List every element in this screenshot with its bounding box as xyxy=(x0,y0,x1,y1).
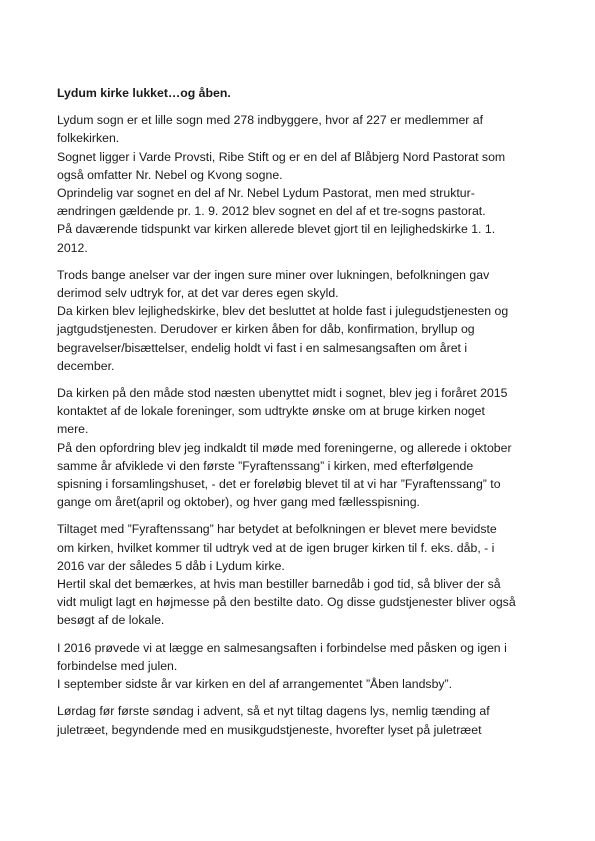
text-line: samme år afviklede vi den første ”Fyraftenssang” i kirken, med efterfølgende xyxy=(57,458,474,473)
text-line: juletræet, begyndende med en musikgudstjeneste, hvorefter lyset på juletræet xyxy=(57,722,482,737)
text-line: kontaktet af de lokale foreninger, som udtrykte ønske om at bruge kirken noget xyxy=(57,404,485,419)
paragraph-5 xyxy=(57,639,542,694)
text-line: ændringen gældende pr. 1. 9. 2012 blev sognet en del af et tre-sogns pastorat. xyxy=(57,204,486,219)
text-line: jagtgudstjenesten. Derudover er kirken åben for dåb, konfirmation, bryllup og xyxy=(57,322,475,337)
text-line: forbindelse med julen. xyxy=(57,658,178,673)
text-line: vidt muligt lagt en højmesse på den bestilte dato. Og disse gudstjenester bliver også xyxy=(57,595,516,610)
text-line: På daværende tidspunkt var kirken allerede blevet gjort til en lejlighedskirke 1. 1. xyxy=(57,222,496,237)
document-title: Lydum kirke lukket…og åben. xyxy=(57,86,231,100)
text-line: om kirken, hvilket kommer til udtryk ved at de igen bruger kirken til f. eks. dåb, - i xyxy=(57,540,495,555)
text-line: Da kirken blev lejlighedskirke, blev det besluttet at holde fast i julegudstjenesten og xyxy=(57,304,509,319)
text-line: derimod selv udtryk for, at det var deres egen skyld. xyxy=(57,286,339,301)
text-line: 2016 var der således 5 dåb i Lydum kirke. xyxy=(57,558,285,573)
paragraph-1 xyxy=(57,111,542,257)
text-line: Da kirken på den måde stod næsten ubenyttet midt i sognet, blev jeg i foråret 2015 xyxy=(57,386,508,401)
paragraph-3 xyxy=(57,384,542,511)
document-page xyxy=(57,84,542,748)
text-line: 2012. xyxy=(57,240,88,255)
text-line: begravelser/bisættelser, endelig holdt vi fast i en salmesangsaften om året i xyxy=(57,340,468,355)
paragraph-4 xyxy=(57,520,542,629)
text-line: besøgt af de lokale. xyxy=(57,613,165,628)
text-line: også omfatter Nr. Nebel og Kvong sogne. xyxy=(57,167,283,182)
text-line: Lørdag før første søndag i advent, så et nyt tiltag dagens lys, nemlig tænding af xyxy=(57,704,490,719)
text-line: Sognet ligger i Varde Provsti, Ribe Stift og er en del af Blåbjerg Nord Pastorat som xyxy=(57,149,506,164)
text-line: gange om året(april og oktober), og hver gang med fællesspisning. xyxy=(57,495,420,510)
text-line: december. xyxy=(57,358,115,373)
paragraph-2 xyxy=(57,266,542,375)
text-line: I 2016 prøvede vi at lægge en salmesangsaften i forbindelse med påsken og igen i xyxy=(57,640,507,655)
text-line: Tiltaget med ”Fyraftenssang” har betydet at befolkningen er blevet mere bevidste xyxy=(57,522,497,537)
text-line: spisning i forsamlingshuset, - det er foreløbig blevet til at vi har ”Fyraftenssang” to xyxy=(57,477,501,492)
text-line: I september sidste år var kirken en del af arrangementet ”Åben landsby”. xyxy=(57,677,453,692)
text-line: På den opfordring blev jeg indkaldt til møde med foreningerne, og allerede i oktober xyxy=(57,440,512,455)
text-line: Oprindelig var sognet en del af Nr. Nebel Lydum Pastorat, men med struktur- xyxy=(57,186,475,201)
text-line: mere. xyxy=(57,422,89,437)
paragraph-6 xyxy=(57,702,542,738)
text-line: Trods bange anelser var der ingen sure miner over lukningen, befolkningen gav xyxy=(57,267,490,282)
text-line: folkekirken. xyxy=(57,131,120,146)
text-line: Lydum sogn er et lille sogn med 278 indbyggere, hvor af 227 er medlemmer af xyxy=(57,113,484,128)
text-line: Hertil skal det bemærkes, at hvis man bestiller barnedåb i god tid, så bliver der så xyxy=(57,577,501,592)
